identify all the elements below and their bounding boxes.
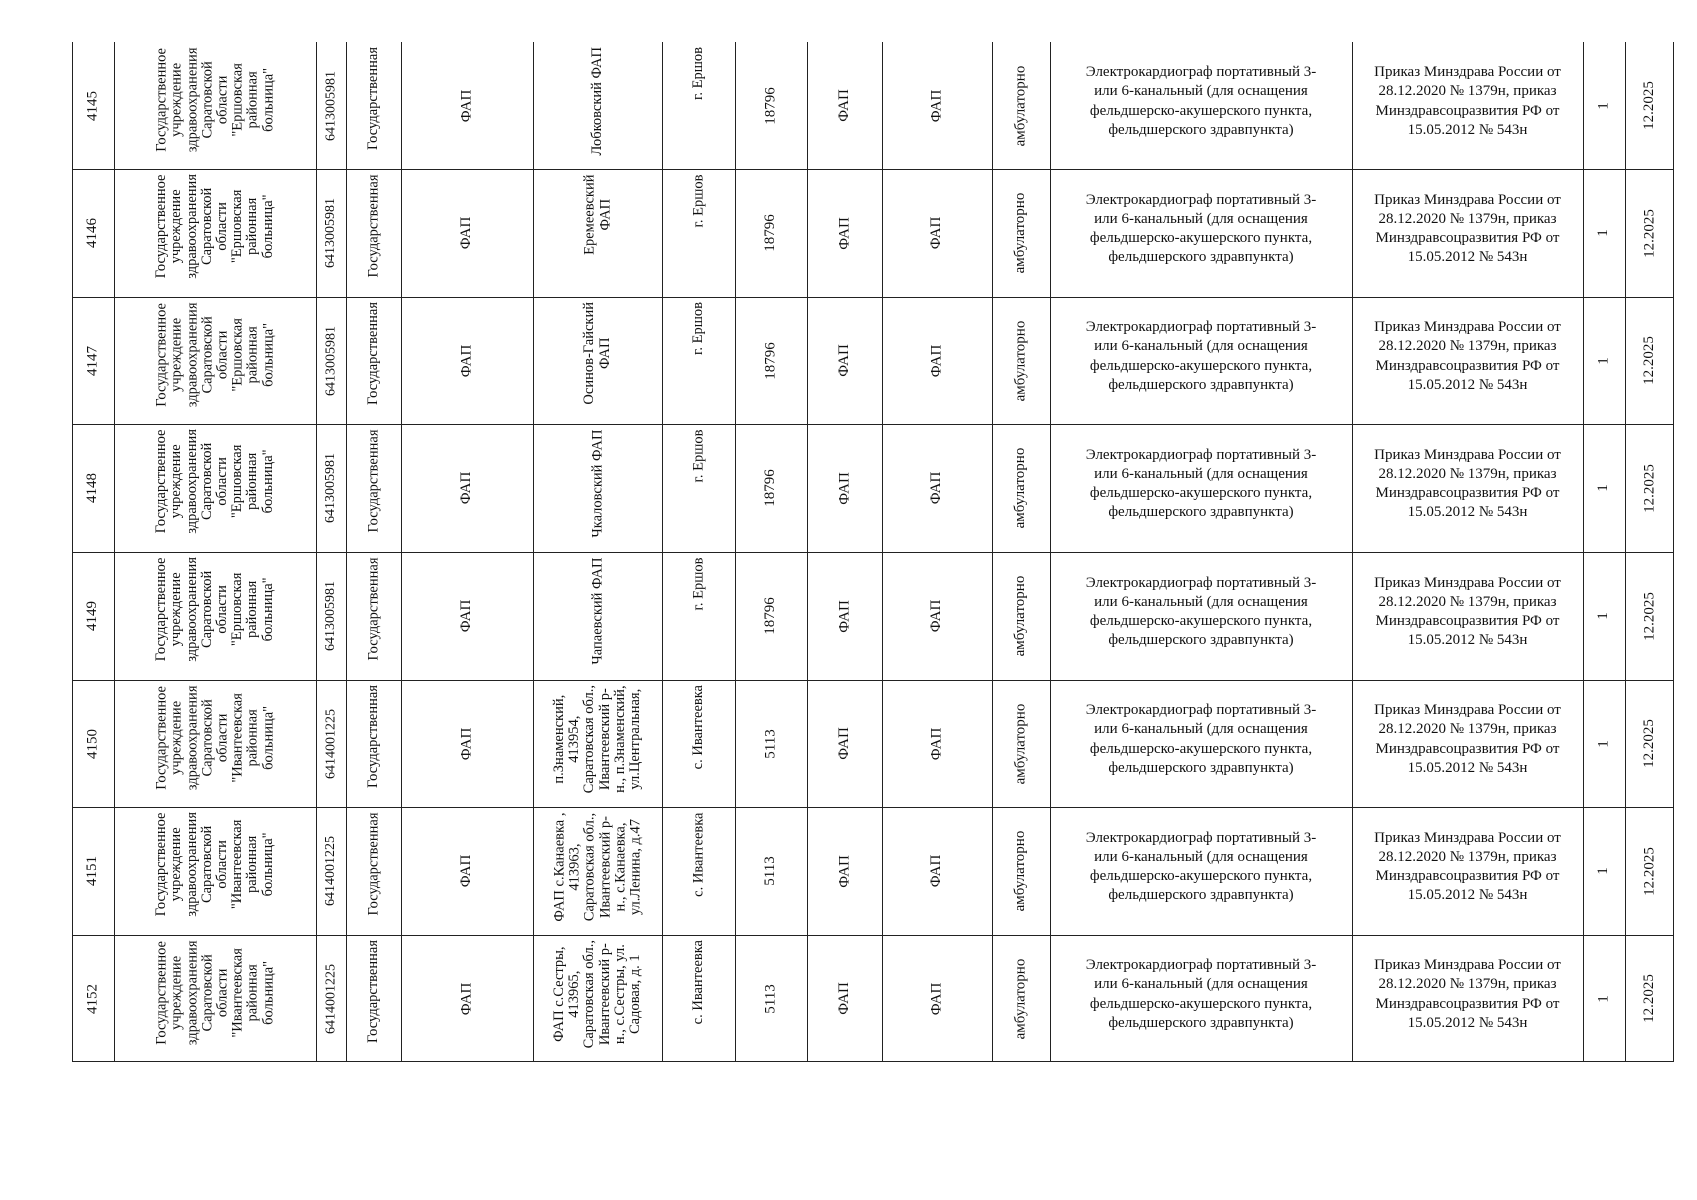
cell-care-form	[992, 807, 1050, 935]
cell-organization-text: Государственное учреждение здравоохранения Саратовской области "Ершовская районная больница"	[153, 557, 276, 662]
cell-care-form	[992, 297, 1050, 424]
cell-deadline-text: 12.2025	[1640, 591, 1657, 641]
cell-number	[72, 297, 114, 424]
cell-profile-b	[882, 935, 992, 1062]
cell-quantity	[1583, 552, 1625, 680]
cell-profile-a	[807, 42, 882, 169]
cell-quantity	[1583, 680, 1625, 807]
cell-population-text: 18796	[762, 469, 779, 507]
cell-number	[72, 680, 114, 807]
cell-profile-b-text: ФАП	[928, 89, 945, 122]
cell-population-text: 18796	[762, 597, 779, 635]
cell-profile-a-text: ФАП	[835, 344, 852, 377]
cell-profile-b-text: ФАП	[928, 727, 945, 760]
cell-order	[1352, 42, 1583, 169]
cell-profile-a	[807, 552, 882, 680]
cell-profile-a	[807, 169, 882, 297]
cell-number	[72, 42, 114, 169]
cell-unit-name-text: Лобковский ФАП	[588, 47, 605, 156]
cell-inn-text: 6414001225	[322, 836, 338, 906]
cell-care-form-text: амбулаторно	[1012, 320, 1029, 401]
cell-equipment	[1050, 680, 1352, 807]
cell-care-form	[992, 42, 1050, 169]
cell-unit-name-text: п.Знаменский, 413954, Саратовская обл., Ивантеевский р- н., п.Знаменский, ул.Центральная,	[550, 685, 643, 794]
cell-ownership-text: Государственная	[364, 685, 381, 788]
cell-equipment-text: Электрокардиограф портативный 3- или 6-канальный (для оснащения фельдшерско-акушерского пункта, фельдшерского здравпункта)	[1085, 957, 1317, 1031]
cell-unit-type-text: ФАП	[458, 471, 475, 505]
cell-profile-b-text: ФАП	[928, 599, 945, 633]
cell-care-form-text: амбулаторно	[1012, 575, 1029, 657]
cell-quantity-text: 1	[1595, 484, 1612, 492]
cell-equipment-text: Электрокардиограф портативный 3- или 6-канальный (для оснащения фельдшерско-акушерского пункта, фельдшерского здравпункта)	[1085, 64, 1317, 138]
cell-deadline-text: 12.2025	[1640, 336, 1657, 385]
row-divider	[72, 169, 1674, 170]
cell-deadline-text: 12.2025	[1640, 81, 1657, 130]
cell-population	[735, 680, 807, 807]
cell-equipment-text: Электрокардиограф портативный 3- или 6-канальный (для оснащения фельдшерско-акушерского пункта, фельдшерского здравпункта)	[1085, 702, 1317, 776]
cell-number	[72, 552, 114, 680]
cell-population-text: 18796	[762, 214, 779, 252]
cell-ownership	[346, 169, 401, 297]
cell-care-form-text: амбулаторно	[1012, 830, 1029, 912]
row-divider	[72, 1061, 1674, 1062]
cell-care-form-text: амбулаторно	[1012, 447, 1029, 529]
cell-number	[72, 169, 114, 297]
cell-care-form	[992, 680, 1050, 807]
cell-order-text: Приказ Минздрава России от 28.12.2020 № 1379н, приказ Минздравсоцразвития РФ от 15.05.2012 № 543н	[1374, 957, 1561, 1031]
cell-profile-b-text: ФАП	[928, 854, 945, 888]
cell-unit-name-text: ФАП с.Канаевка , 413963, Саратовская обл., Ивантеевский р- н., с.Канаевка, ул.Ленина, д.47	[550, 812, 643, 922]
cell-unit-type	[401, 297, 533, 424]
cell-population-text: 18796	[762, 341, 779, 380]
cell-profile-b-text: ФАП	[928, 216, 945, 250]
cell-locality-text: г. Ершов	[689, 174, 706, 227]
cell-population	[735, 807, 807, 935]
cell-unit-type-text: ФАП	[458, 854, 475, 888]
cell-deadline	[1625, 935, 1674, 1062]
cell-population-text: 5113	[762, 983, 779, 1014]
cell-locality-text: с. Ивантеевка	[689, 812, 706, 897]
cell-unit-type	[401, 935, 533, 1062]
cell-organization-text: Государственное учреждение здравоохранения Саратовской области "Ершовская районная больница"	[153, 302, 276, 407]
cell-number-text: 4145	[84, 90, 101, 121]
cell-quantity	[1583, 169, 1625, 297]
cell-organization-text: Государственное учреждение здравоохранения Саратовской области "Ершовская районная больница"	[153, 47, 276, 152]
cell-profile-b	[882, 169, 992, 297]
cell-locality-text: г. Ершов	[689, 557, 706, 610]
cell-population-text: 18796	[762, 86, 779, 125]
cell-organization-text: Государственное учреждение здравоохранения Саратовской области "Ершовская районная больница"	[153, 429, 276, 534]
cell-organization	[114, 680, 316, 807]
cell-ownership-text: Государственная	[364, 940, 381, 1043]
cell-number-text: 4147	[84, 345, 101, 376]
cell-order-text: Приказ Минздрава России от 28.12.2020 № 1379н, приказ Минздравсоцразвития РФ от 15.05.2012 № 543н	[1374, 702, 1561, 776]
cell-care-form-text: амбулаторно	[1012, 192, 1029, 274]
cell-population	[735, 552, 807, 680]
cell-unit-name	[533, 935, 662, 1062]
cell-ownership	[346, 680, 401, 807]
cell-ownership-text: Государственная	[364, 812, 381, 915]
cell-population-text: 5113	[762, 856, 779, 886]
cell-ownership-text: Государственная	[364, 557, 381, 660]
cell-locality	[662, 42, 735, 169]
cell-profile-a	[807, 424, 882, 552]
cell-deadline	[1625, 680, 1674, 807]
cell-unit-type-text: ФАП	[458, 982, 475, 1015]
cell-equipment-text: Электрокардиограф портативный 3- или 6-канальный (для оснащения фельдшерско-акушерского пункта, фельдшерского здравпункта)	[1085, 319, 1317, 393]
cell-deadline-text: 12.2025	[1640, 463, 1657, 513]
cell-deadline	[1625, 297, 1674, 424]
cell-quantity-text: 1	[1595, 356, 1612, 365]
cell-deadline-text: 12.2025	[1640, 974, 1657, 1023]
cell-locality-text: г. Ершов	[689, 429, 706, 482]
cell-equipment	[1050, 552, 1352, 680]
cell-unit-type	[401, 42, 533, 169]
cell-order	[1352, 935, 1583, 1062]
cell-unit-name	[533, 552, 662, 680]
cell-ownership-text: Государственная	[364, 429, 381, 532]
cell-number-text: 4152	[84, 983, 101, 1014]
cell-organization-text: Государственное учреждение здравоохранения Саратовской области "Ивантеевская районная больница"	[153, 685, 276, 790]
cell-number	[72, 424, 114, 552]
cell-order-text: Приказ Минздрава России от 28.12.2020 № 1379н, приказ Минздравсоцразвития РФ от 15.05.2012 № 543н	[1374, 446, 1561, 521]
cell-unit-type	[401, 807, 533, 935]
cell-ownership	[346, 807, 401, 935]
cell-quantity	[1583, 935, 1625, 1062]
cell-organization-text: Государственное учреждение здравоохранения Саратовской области "Ершовская районная больница"	[153, 174, 276, 279]
cell-deadline	[1625, 169, 1674, 297]
cell-number-text: 4149	[84, 601, 101, 631]
cell-deadline	[1625, 424, 1674, 552]
cell-order	[1352, 680, 1583, 807]
cell-number-text: 4148	[84, 473, 101, 503]
cell-quantity-text: 1	[1595, 229, 1612, 237]
cell-profile-b	[882, 424, 992, 552]
cell-organization	[114, 552, 316, 680]
cell-equipment-text: Электрокардиограф портативный 3- или 6-канальный (для оснащения фельдшерско-акушерского пункта, фельдшерского здравпункта)	[1085, 574, 1317, 649]
cell-unit-name-text: Осинов-Гайский ФАП	[581, 302, 613, 405]
cell-ownership-text: Государственная	[364, 302, 381, 405]
cell-deadline	[1625, 552, 1674, 680]
cell-deadline-text: 12.2025	[1640, 719, 1657, 768]
cell-profile-b-text: ФАП	[928, 982, 945, 1015]
cell-locality	[662, 169, 735, 297]
cell-inn	[316, 169, 346, 297]
cell-unit-name	[533, 424, 662, 552]
cell-profile-a	[807, 807, 882, 935]
cell-unit-type	[401, 680, 533, 807]
cell-inn-text: 6414001225	[322, 708, 338, 779]
cell-equipment	[1050, 169, 1352, 297]
cell-profile-b	[882, 297, 992, 424]
cell-profile-b	[882, 552, 992, 680]
cell-locality	[662, 807, 735, 935]
cell-locality-text: г. Ершов	[689, 47, 706, 100]
cell-order-text: Приказ Минздрава России от 28.12.2020 № 1379н, приказ Минздравсоцразвития РФ от 15.05.2012 № 543н	[1374, 319, 1561, 393]
cell-inn	[316, 807, 346, 935]
cell-organization	[114, 424, 316, 552]
row-divider	[72, 552, 1674, 553]
cell-ownership-text: Государственная	[364, 174, 381, 277]
cell-quantity	[1583, 297, 1625, 424]
cell-quantity-text: 1	[1595, 101, 1612, 110]
cell-equipment-text: Электрокардиограф портативный 3- или 6-канальный (для оснащения фельдшерско-акушерского пункта, фельдшерского здравпункта)	[1085, 446, 1317, 521]
cell-organization-text: Государственное учреждение здравоохранения Саратовской области "Ивантеевская районная больница"	[153, 812, 276, 917]
cell-care-form	[992, 935, 1050, 1062]
cell-unit-type	[401, 169, 533, 297]
cell-number-text: 4151	[84, 856, 101, 886]
cell-order-text: Приказ Минздрава России от 28.12.2020 № 1379н, приказ Минздравсоцразвития РФ от 15.05.2012 № 543н	[1374, 829, 1561, 904]
cell-organization	[114, 42, 316, 169]
cell-profile-a-text: ФАП	[835, 471, 852, 505]
cell-unit-name	[533, 169, 662, 297]
cell-profile-a	[807, 935, 882, 1062]
cell-organization	[114, 935, 316, 1062]
cell-profile-b	[882, 807, 992, 935]
cell-ownership	[346, 424, 401, 552]
cell-quantity	[1583, 424, 1625, 552]
cell-locality	[662, 680, 735, 807]
cell-care-form-text: амбулаторно	[1012, 65, 1029, 146]
cell-profile-b	[882, 680, 992, 807]
cell-care-form-text: амбулаторно	[1012, 958, 1029, 1039]
cell-profile-a-text: ФАП	[835, 982, 852, 1015]
cell-care-form	[992, 552, 1050, 680]
document-table	[72, 42, 1674, 1058]
cell-order-text: Приказ Минздрава России от 28.12.2020 № 1379н, приказ Минздравсоцразвития РФ от 15.05.2012 № 543н	[1374, 574, 1561, 649]
cell-inn-text: 6413005981	[322, 70, 338, 141]
cell-inn	[316, 552, 346, 680]
cell-profile-b-text: ФАП	[928, 344, 945, 377]
cell-number	[72, 935, 114, 1062]
cell-order	[1352, 297, 1583, 424]
cell-inn-text: 6414001225	[322, 963, 338, 1034]
cell-unit-type-text: ФАП	[458, 727, 475, 760]
cell-unit-name-text: Еремеевский ФАП	[581, 174, 613, 255]
cell-locality	[662, 424, 735, 552]
cell-ownership-text: Государственная	[364, 47, 381, 150]
cell-profile-b-text: ФАП	[928, 471, 945, 505]
cell-population	[735, 169, 807, 297]
cell-locality-text: г. Ершов	[689, 302, 706, 355]
cell-equipment	[1050, 935, 1352, 1062]
cell-organization-text: Государственное учреждение здравоохранения Саратовской области "Ивантеевская районная больница"	[153, 940, 276, 1045]
cell-profile-a	[807, 297, 882, 424]
cell-locality	[662, 552, 735, 680]
cell-population	[735, 424, 807, 552]
cell-profile-a	[807, 680, 882, 807]
cell-quantity	[1583, 807, 1625, 935]
cell-inn-text: 6413005981	[322, 453, 338, 523]
row-divider	[72, 807, 1674, 808]
cell-ownership	[346, 42, 401, 169]
cell-number-text: 4146	[84, 218, 101, 248]
cell-inn-text: 6413005981	[322, 198, 338, 268]
cell-equipment-text: Электрокардиограф портативный 3- или 6-канальный (для оснащения фельдшерско-акушерского пункта, фельдшерского здравпункта)	[1085, 829, 1317, 904]
cell-quantity-text: 1	[1595, 739, 1612, 748]
cell-inn	[316, 680, 346, 807]
cell-deadline-text: 12.2025	[1640, 846, 1657, 896]
cell-locality	[662, 935, 735, 1062]
cell-unit-type-text: ФАП	[458, 599, 475, 633]
cell-care-form	[992, 169, 1050, 297]
cell-unit-name	[533, 297, 662, 424]
cell-deadline	[1625, 807, 1674, 935]
cell-unit-type-text: ФАП	[458, 216, 475, 250]
cell-organization	[114, 169, 316, 297]
cell-equipment-text: Электрокардиограф портативный 3- или 6-канальный (для оснащения фельдшерско-акушерского пункта, фельдшерского здравпункта)	[1085, 191, 1317, 266]
cell-care-form	[992, 424, 1050, 552]
cell-order	[1352, 424, 1583, 552]
cell-inn	[316, 42, 346, 169]
cell-unit-name	[533, 680, 662, 807]
cell-unit-type	[401, 424, 533, 552]
cell-unit-name-text: ФАП с.Сестры, 413965, Саратовская обл., Ивантеевский р- н., с.Сестры, ул. Садовая, д. 1	[550, 940, 643, 1049]
cell-equipment	[1050, 807, 1352, 935]
cell-number-text: 4150	[84, 728, 101, 759]
cell-deadline	[1625, 42, 1674, 169]
cell-quantity-text: 1	[1595, 867, 1612, 875]
cell-population	[735, 42, 807, 169]
cell-locality	[662, 297, 735, 424]
cell-ownership	[346, 552, 401, 680]
cell-unit-type-text: ФАП	[458, 344, 475, 377]
cell-profile-b	[882, 42, 992, 169]
cell-number	[72, 807, 114, 935]
cell-unit-type	[401, 552, 533, 680]
cell-order	[1352, 807, 1583, 935]
cell-unit-name	[533, 42, 662, 169]
row-divider	[72, 297, 1674, 298]
cell-order-text: Приказ Минздрава России от 28.12.2020 № 1379н, приказ Минздравсоцразвития РФ от 15.05.2012 № 543н	[1374, 191, 1561, 266]
cell-deadline-text: 12.2025	[1640, 208, 1657, 258]
cell-inn	[316, 424, 346, 552]
cell-equipment	[1050, 42, 1352, 169]
cell-profile-a-text: ФАП	[835, 216, 852, 250]
cell-profile-a-text: ФАП	[835, 89, 852, 122]
cell-quantity-text: 1	[1595, 612, 1612, 620]
cell-quantity-text: 1	[1595, 994, 1612, 1003]
cell-equipment	[1050, 297, 1352, 424]
cell-inn	[316, 935, 346, 1062]
cell-order-text: Приказ Минздрава России от 28.12.2020 № 1379н, приказ Минздравсоцразвития РФ от 15.05.2012 № 543н	[1374, 64, 1561, 138]
cell-care-form-text: амбулаторно	[1012, 703, 1029, 784]
cell-population	[735, 297, 807, 424]
row-divider	[72, 935, 1674, 936]
cell-profile-a-text: ФАП	[835, 854, 852, 888]
cell-inn-text: 6413005981	[322, 325, 338, 396]
cell-locality-text: с. Ивантеевка	[689, 940, 706, 1025]
cell-unit-name-text: Чкаловский ФАП	[588, 429, 605, 538]
cell-ownership	[346, 297, 401, 424]
cell-unit-name	[533, 807, 662, 935]
cell-ownership	[346, 935, 401, 1062]
cell-population-text: 5113	[762, 728, 779, 759]
cell-equipment	[1050, 424, 1352, 552]
cell-profile-a-text: ФАП	[835, 599, 852, 633]
cell-locality-text: с. Ивантеевка	[689, 685, 706, 770]
cell-order	[1352, 552, 1583, 680]
cell-unit-type-text: ФАП	[458, 89, 475, 122]
cell-organization	[114, 297, 316, 424]
cell-order	[1352, 169, 1583, 297]
cell-quantity	[1583, 42, 1625, 169]
cell-population	[735, 935, 807, 1062]
cell-organization	[114, 807, 316, 935]
cell-inn	[316, 297, 346, 424]
cell-inn-text: 6413005981	[322, 581, 338, 651]
cell-profile-a-text: ФАП	[835, 727, 852, 760]
row-divider	[72, 424, 1674, 425]
row-divider	[72, 680, 1674, 681]
cell-unit-name-text: Чапаевский ФАП	[588, 557, 605, 665]
